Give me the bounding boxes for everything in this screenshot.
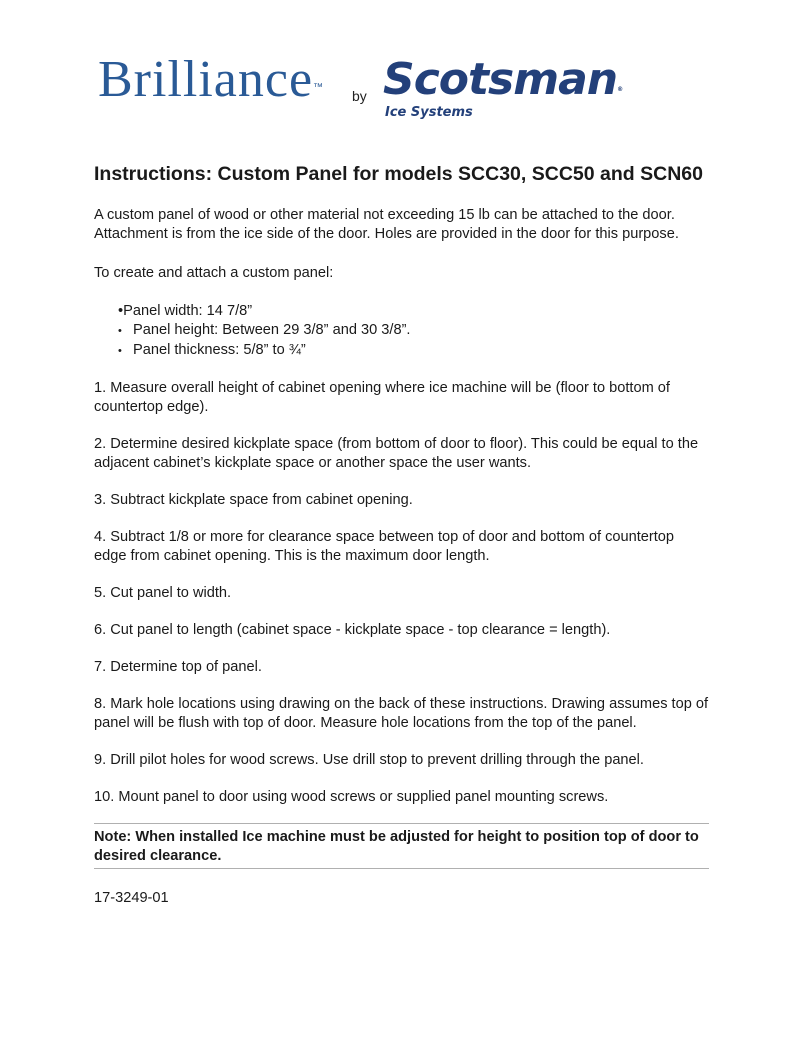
step-6: 6. Cut panel to length (cabinet space - kickplate space - top clearance = length). xyxy=(94,622,611,638)
trademark-mark: ™ xyxy=(313,82,324,93)
document-body xyxy=(94,163,709,908)
step-5: 5. Cut panel to width. xyxy=(94,585,232,601)
step-2: 2. Determine desired kickplate space (from bottom of door to floor). This could be equal to the adjacent cabinet’s kickplate space or another space the user wants. xyxy=(94,436,699,471)
brilliance-logo xyxy=(98,52,323,108)
document-number: 17-3249-01 xyxy=(94,890,169,906)
by-connector: by xyxy=(352,88,367,104)
step-9: 9. Drill pilot holes for wood screws. Use drill stop to prevent drilling through the panel. xyxy=(94,752,644,768)
step-8: 8. Mark hole locations using drawing on the back of these instructions. Drawing assumes top of panel will be flush with top of door. Measure hole locations from the top of the panel. xyxy=(94,696,709,731)
spec-item-height: • Panel height: Between 29 3/8” and 30 3/8”. xyxy=(118,321,709,341)
lead-paragraph: To create and attach a custom panel: xyxy=(94,265,334,281)
step-7: 7. Determine top of panel. xyxy=(94,659,262,675)
step-3: 3. Subtract kickplate space from cabinet opening. xyxy=(94,492,413,508)
intro-paragraph: A custom panel of wood or other material not exceeding 15 lb can be attached to the door. Attachment is from the ice side of the door. Holes are provided in the door for this purpose. xyxy=(94,207,679,242)
brilliance-wordmark: Brilliance xyxy=(98,51,314,108)
scotsman-logo xyxy=(383,56,622,104)
step-4: 4. Subtract 1/8 or more for clearance space between top of door and bottom of countertop edge from cabinet opening. This is the maximum door length. xyxy=(94,529,675,564)
spec-item-width: • Panel width: 14 7/8” xyxy=(118,302,709,321)
spec-list xyxy=(94,302,709,361)
step-1: 1. Measure overall height of cabinet opening where ice machine will be (floor to bottom of countertop edge). xyxy=(94,380,670,415)
scotsman-wordmark: Scotsman xyxy=(383,54,618,105)
step-10: 10. Mount panel to door using wood screws or supplied panel mounting screws. xyxy=(94,789,609,805)
spec-item-thickness: • Panel thickness: 5/8” to ¾” xyxy=(118,341,709,361)
installation-note: Note: When installed Ice machine must be adjusted for height to position top of door to desired clearance. xyxy=(94,823,709,869)
registered-mark: ® xyxy=(617,86,623,93)
document-title: Instructions: Custom Panel for models SCC30, SCC50 and SCN60 xyxy=(94,163,703,185)
logo-header xyxy=(98,52,658,132)
scotsman-tagline: Ice Systems xyxy=(385,105,473,120)
